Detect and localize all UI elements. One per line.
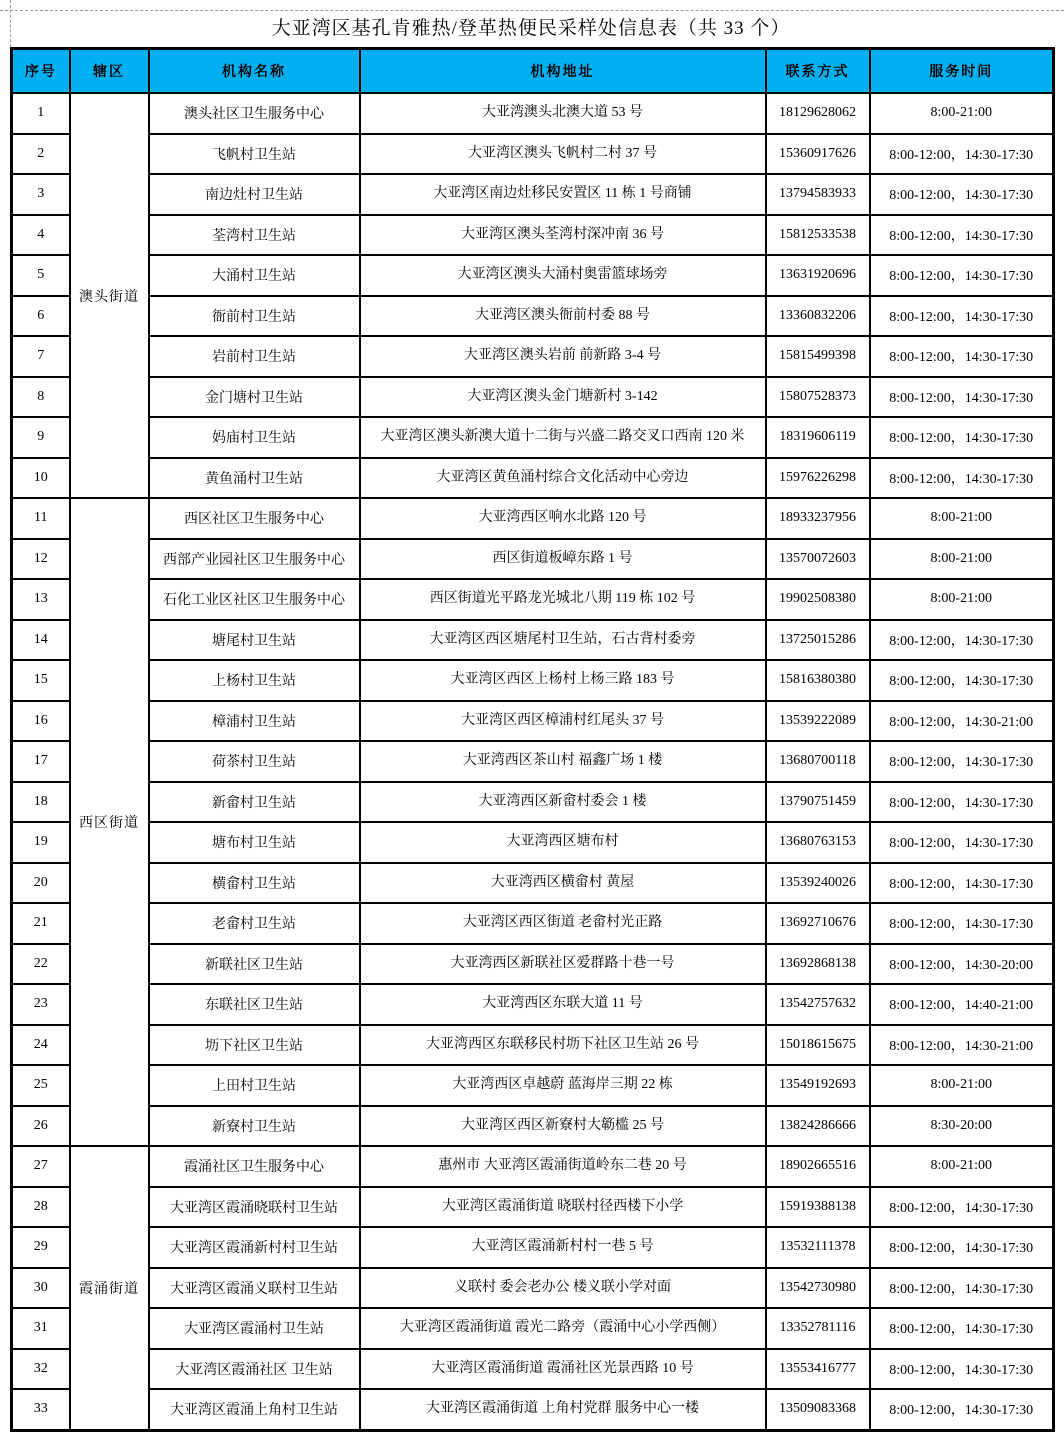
table-row (12, 579, 1054, 620)
cell-contact: 13692710676 (766, 903, 870, 944)
cell-contact: 15018615675 (766, 1025, 870, 1066)
cell-org-address: 大亚湾区澳头荃湾村深冲南 36 号 (360, 215, 766, 256)
cell-org-address: 大亚湾西区新畲村委会 1 楼 (360, 782, 766, 823)
cell-service-hours: 8:00-12:00，14:30-17:30 (870, 458, 1054, 499)
cell-service-hours: 8:00-12:00，14:30-17:30 (870, 863, 1054, 904)
cell-index: 19 (12, 822, 70, 863)
cell-contact: 15816380380 (766, 660, 870, 701)
cell-contact: 15807528373 (766, 377, 870, 418)
cell-index: 2 (12, 134, 70, 175)
cell-service-hours: 8:00-21:00 (870, 93, 1054, 134)
cell-org-name: 樟浦村卫生站 (149, 701, 360, 742)
table-body (12, 93, 1054, 1430)
table-row (12, 134, 1054, 175)
table-row (12, 1065, 1054, 1106)
table-row (12, 1308, 1054, 1349)
cell-contact: 15360917626 (766, 134, 870, 175)
cell-org-address: 大亚湾区黄鱼涌村综合文化活动中心旁边 (360, 458, 766, 499)
cell-service-hours: 8:00-21:00 (870, 498, 1054, 539)
cell-contact: 13790751459 (766, 782, 870, 823)
cell-index: 17 (12, 741, 70, 782)
table-row (12, 377, 1054, 418)
cell-contact: 15815499398 (766, 336, 870, 377)
cell-org-address: 大亚湾澳头北澳大道 53 号 (360, 93, 766, 134)
cell-org-name: 西部产业园社区卫生服务中心 (149, 539, 360, 580)
cell-contact: 13539240026 (766, 863, 870, 904)
cell-org-name: 大亚湾区霞涌义联村卫生站 (149, 1268, 360, 1309)
cell-contact: 13794583933 (766, 174, 870, 215)
cell-service-hours: 8:00-12:00，14:30-21:00 (870, 701, 1054, 742)
cell-index: 25 (12, 1065, 70, 1106)
cell-index: 18 (12, 782, 70, 823)
table-row (12, 620, 1054, 661)
cell-contact: 13352781116 (766, 1308, 870, 1349)
cell-org-address: 大亚湾西区东联移民村坜下社区卫生站 26 号 (360, 1025, 766, 1066)
cell-org-name: 大亚湾区霞涌村卫生站 (149, 1308, 360, 1349)
cell-index: 11 (12, 498, 70, 539)
cell-org-name: 大亚湾区霞涌社区 卫生站 (149, 1349, 360, 1390)
cell-contact: 13553416777 (766, 1349, 870, 1390)
table-row (12, 1268, 1054, 1309)
cell-org-address: 西区街道板嶂东路 1 号 (360, 539, 766, 580)
cell-org-name: 老畲村卫生站 (149, 903, 360, 944)
cell-org-name: 塘尾村卫生站 (149, 620, 360, 661)
cell-service-hours: 8:00-12:00，14:30-17:30 (870, 1268, 1054, 1309)
table-row (12, 782, 1054, 823)
cell-service-hours: 8:00-12:00，14:30-17:30 (870, 741, 1054, 782)
cell-org-name: 大亚湾区霞涌晓联村卫生站 (149, 1187, 360, 1228)
cell-org-address: 大亚湾区澳头新澳大道十二街与兴盛二路交叉口西南 120 米 (360, 417, 766, 458)
cell-index: 33 (12, 1389, 70, 1430)
cell-index: 12 (12, 539, 70, 580)
cell-contact: 15812533538 (766, 215, 870, 256)
cell-index: 7 (12, 336, 70, 377)
cell-org-address: 大亚湾西区东联大道 11 号 (360, 984, 766, 1025)
column-header-org-address: 机构地址 (360, 49, 766, 94)
table-row (12, 1349, 1054, 1390)
cell-district: 霞涌街道 (70, 1146, 149, 1430)
cell-index: 1 (12, 93, 70, 134)
cell-org-name: 荃湾村卫生站 (149, 215, 360, 256)
cell-org-address: 大亚湾西区横畲村 黄屋 (360, 863, 766, 904)
cell-district: 澳头街道 (70, 93, 149, 498)
cell-contact: 18933237956 (766, 498, 870, 539)
cell-org-address: 大亚湾区澳头飞帆村二村 37 号 (360, 134, 766, 175)
cell-service-hours: 8:00-12:00，14:30-17:30 (870, 417, 1054, 458)
cell-org-address: 惠州市 大亚湾区霞涌街道岭东二巷 20 号 (360, 1146, 766, 1187)
table-row (12, 741, 1054, 782)
table-row (12, 417, 1054, 458)
cell-org-name: 新联社区卫生站 (149, 944, 360, 985)
cell-district: 西区街道 (70, 498, 149, 1146)
cell-contact: 13824286666 (766, 1106, 870, 1147)
sampling-sites-table (10, 47, 1055, 1432)
cell-service-hours: 8:00-12:00，14:30-17:30 (870, 782, 1054, 823)
cell-index: 30 (12, 1268, 70, 1309)
cell-org-name: 横畲村卫生站 (149, 863, 360, 904)
table-row (12, 1106, 1054, 1147)
cell-org-address: 大亚湾区西区街道 老畲村光正路 (360, 903, 766, 944)
cell-index: 27 (12, 1146, 70, 1187)
cell-contact: 13725015286 (766, 620, 870, 661)
cell-org-name: 西区社区卫生服务中心 (149, 498, 360, 539)
cell-org-name: 金门塘村卫生站 (149, 377, 360, 418)
cell-org-name: 石化工业区社区卫生服务中心 (149, 579, 360, 620)
table-row (12, 174, 1054, 215)
cell-service-hours: 8:30-20:00 (870, 1106, 1054, 1147)
cell-org-name: 上田村卫生站 (149, 1065, 360, 1106)
table-row (12, 903, 1054, 944)
cell-index: 16 (12, 701, 70, 742)
cell-index: 23 (12, 984, 70, 1025)
cell-contact: 13360832206 (766, 296, 870, 337)
column-header-contact: 联系方式 (766, 49, 870, 94)
cell-org-name: 大亚湾区霞涌上角村卫生站 (149, 1389, 360, 1430)
cell-org-address: 大亚湾区霞涌街道 晓联村径西楼下小学 (360, 1187, 766, 1228)
cell-service-hours: 8:00-21:00 (870, 539, 1054, 580)
table-row (12, 498, 1054, 539)
cell-org-name: 荷茶村卫生站 (149, 741, 360, 782)
cell-service-hours: 8:00-12:00，14:30-17:30 (870, 1227, 1054, 1268)
cell-service-hours: 8:00-12:00，14:30-17:30 (870, 134, 1054, 175)
cell-org-name: 大涌村卫生站 (149, 255, 360, 296)
cell-index: 24 (12, 1025, 70, 1066)
cell-org-name: 南边灶村卫生站 (149, 174, 360, 215)
cell-service-hours: 8:00-12:00，14:30-17:30 (870, 377, 1054, 418)
table-row (12, 1146, 1054, 1187)
cell-org-address: 大亚湾区霞涌街道 霞光二路旁（霞涌中心小学西侧） (360, 1308, 766, 1349)
cell-org-name: 岩前村卫生站 (149, 336, 360, 377)
cell-index: 4 (12, 215, 70, 256)
cell-index: 28 (12, 1187, 70, 1228)
table-row (12, 1025, 1054, 1066)
cell-org-address: 大亚湾西区卓越蔚 蓝海岸三期 22 栋 (360, 1065, 766, 1106)
cell-service-hours: 8:00-12:00，14:30-17:30 (870, 174, 1054, 215)
cell-org-address: 西区街道光平路龙光城北八期 119 栋 102 号 (360, 579, 766, 620)
cell-org-address: 大亚湾区霞涌街道 上角村党群 服务中心一楼 (360, 1389, 766, 1430)
cell-index: 5 (12, 255, 70, 296)
table-header-row (12, 49, 1054, 94)
cell-contact: 15976226298 (766, 458, 870, 499)
cell-org-address: 大亚湾区西区樟浦村红尾头 37 号 (360, 701, 766, 742)
table-row (12, 539, 1054, 580)
table-row (12, 1187, 1054, 1228)
table-row (12, 701, 1054, 742)
cell-index: 22 (12, 944, 70, 985)
cell-service-hours: 8:00-21:00 (870, 1065, 1054, 1106)
cell-index: 6 (12, 296, 70, 337)
cell-org-address: 大亚湾区霞涌新村村一巷 5 号 (360, 1227, 766, 1268)
cell-service-hours: 8:00-12:00，14:30-17:30 (870, 215, 1054, 256)
page-title: 大亚湾区基孔肯雅热/登革热便民采样处信息表（共 33 个） (271, 18, 791, 39)
cell-index: 29 (12, 1227, 70, 1268)
cell-org-name: 衙前村卫生站 (149, 296, 360, 337)
cell-org-address: 大亚湾区西区新寮村大簕槛 25 号 (360, 1106, 766, 1147)
table-row (12, 660, 1054, 701)
cell-org-name: 坜下社区卫生站 (149, 1025, 360, 1066)
column-header-service-hours: 服务时间 (870, 49, 1054, 94)
cell-index: 10 (12, 458, 70, 499)
cell-org-name: 上杨村卫生站 (149, 660, 360, 701)
cell-service-hours: 8:00-12:00，14:30-17:30 (870, 1308, 1054, 1349)
cell-contact: 13542730980 (766, 1268, 870, 1309)
column-header-org-name: 机构名称 (149, 49, 360, 94)
cell-index: 32 (12, 1349, 70, 1390)
cell-org-name: 霞涌社区卫生服务中心 (149, 1146, 360, 1187)
table-row (12, 944, 1054, 985)
cell-service-hours: 8:00-12:00，14:30-17:30 (870, 1187, 1054, 1228)
cell-org-address: 大亚湾西区响水北路 120 号 (360, 498, 766, 539)
cell-contact: 13532111378 (766, 1227, 870, 1268)
cell-org-address: 大亚湾西区新联社区爱群路十巷一号 (360, 944, 766, 985)
cell-org-name: 塘布村卫生站 (149, 822, 360, 863)
cell-org-address: 大亚湾区澳头衙前村委 88 号 (360, 296, 766, 337)
cell-org-address: 大亚湾区南边灶移民安置区 11 栋 1 号商铺 (360, 174, 766, 215)
column-header-index: 序号 (12, 49, 70, 94)
cell-org-address: 大亚湾西区塘布村 (360, 822, 766, 863)
cell-contact: 13680700118 (766, 741, 870, 782)
cell-index: 13 (12, 579, 70, 620)
cell-index: 31 (12, 1308, 70, 1349)
cell-index: 15 (12, 660, 70, 701)
cell-contact: 18319606119 (766, 417, 870, 458)
cell-index: 21 (12, 903, 70, 944)
cell-org-name: 大亚湾区霞涌新村村卫生站 (149, 1227, 360, 1268)
cell-service-hours: 8:00-12:00，14:30-17:30 (870, 255, 1054, 296)
cell-service-hours: 8:00-12:00，14:30-17:30 (870, 620, 1054, 661)
cell-org-address: 大亚湾区澳头岩前 前新路 3-4 号 (360, 336, 766, 377)
cell-service-hours: 8:00-21:00 (870, 1146, 1054, 1187)
cell-contact: 13680763153 (766, 822, 870, 863)
cell-contact: 18902665516 (766, 1146, 870, 1187)
cell-org-address: 大亚湾区澳头金门塘新村 3-142 (360, 377, 766, 418)
table-row (12, 296, 1054, 337)
table-row (12, 458, 1054, 499)
cell-contact: 13542757632 (766, 984, 870, 1025)
table-row (12, 336, 1054, 377)
table-row (12, 863, 1054, 904)
cell-org-name: 新畲村卫生站 (149, 782, 360, 823)
cell-org-name: 澳头社区卫生服务中心 (149, 93, 360, 134)
cell-index: 9 (12, 417, 70, 458)
cell-org-address: 大亚湾区西区塘尾村卫生站，石古背村委旁 (360, 620, 766, 661)
table-row (12, 215, 1054, 256)
cell-service-hours: 8:00-12:00，14:30-17:30 (870, 903, 1054, 944)
cell-org-name: 黄鱼涌村卫生站 (149, 458, 360, 499)
table-header-row-inner (12, 49, 1054, 94)
table-row (12, 822, 1054, 863)
cell-service-hours: 8:00-12:00，14:30-21:00 (870, 1025, 1054, 1066)
cell-org-name: 新寮村卫生站 (149, 1106, 360, 1147)
cell-contact: 15919388138 (766, 1187, 870, 1228)
cell-contact: 18129628062 (766, 93, 870, 134)
cell-index: 14 (12, 620, 70, 661)
cell-contact: 13539222089 (766, 701, 870, 742)
cell-service-hours: 8:00-12:00，14:30-17:30 (870, 660, 1054, 701)
column-header-district: 辖区 (70, 49, 149, 94)
cell-org-address: 大亚湾西区茶山村 福鑫广场 1 楼 (360, 741, 766, 782)
cell-index: 3 (12, 174, 70, 215)
table-row (12, 255, 1054, 296)
cell-contact: 13631920696 (766, 255, 870, 296)
table-row (12, 93, 1054, 134)
table-row (12, 1227, 1054, 1268)
table-row (12, 1389, 1054, 1430)
cell-org-name: 东联社区卫生站 (149, 984, 360, 1025)
cell-service-hours: 8:00-12:00，14:30-17:30 (870, 296, 1054, 337)
cell-service-hours: 8:00-12:00，14:30-17:30 (870, 336, 1054, 377)
cell-service-hours: 8:00-12:00，14:30-17:30 (870, 1389, 1054, 1430)
cell-contact: 13549192693 (766, 1065, 870, 1106)
cell-org-address: 义联村 委会老办公 楼义联小学对面 (360, 1268, 766, 1309)
table-row (12, 984, 1054, 1025)
cell-service-hours: 8:00-12:00，14:40-21:00 (870, 984, 1054, 1025)
cell-index: 8 (12, 377, 70, 418)
page-break-dash-horizontal (0, 10, 1064, 11)
cell-contact: 19902508380 (766, 579, 870, 620)
cell-service-hours: 8:00-12:00，14:30-17:30 (870, 1349, 1054, 1390)
cell-org-address: 大亚湾区澳头大涌村奥雷篮球场旁 (360, 255, 766, 296)
cell-index: 26 (12, 1106, 70, 1147)
cell-contact: 13692868138 (766, 944, 870, 985)
cell-contact: 13509083368 (766, 1389, 870, 1430)
cell-org-name: 飞帆村卫生站 (149, 134, 360, 175)
cell-service-hours: 8:00-12:00，14:30-17:30 (870, 822, 1054, 863)
cell-service-hours: 8:00-12:00，14:30-20:00 (870, 944, 1054, 985)
cell-org-address: 大亚湾区西区上杨村上杨三路 183 号 (360, 660, 766, 701)
cell-service-hours: 8:00-21:00 (870, 579, 1054, 620)
cell-index: 20 (12, 863, 70, 904)
cell-contact: 13570072603 (766, 539, 870, 580)
cell-org-name: 妈庙村卫生站 (149, 417, 360, 458)
cell-org-address: 大亚湾区霞涌街道 霞涌社区光景西路 10 号 (360, 1349, 766, 1390)
